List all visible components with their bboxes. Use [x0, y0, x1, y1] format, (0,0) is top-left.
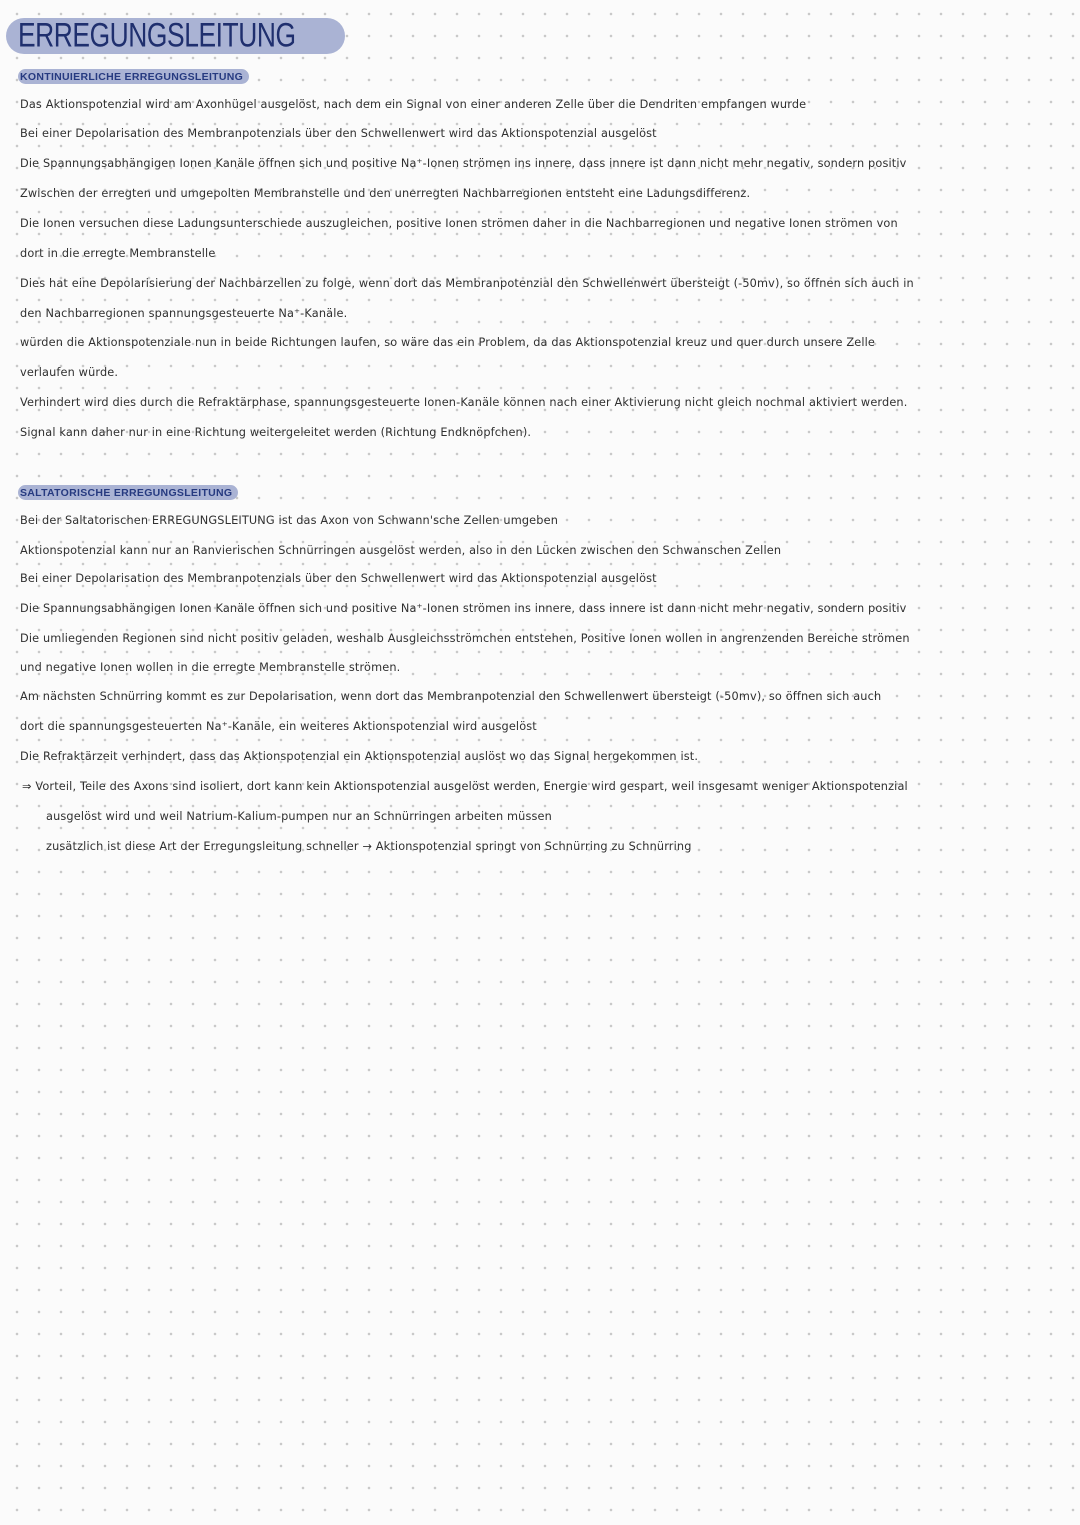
text-line: Die Refraktärzeit verhindert, dass das Aktionspotenzial ein Aktionspotenzial auslöst wo das Signal hergekommen ist.: [20, 750, 699, 763]
section-heading-highlight: [18, 485, 238, 500]
page-title: ERREGUNGSLEITUNG: [18, 16, 296, 55]
text-line: Signal kann daher nur in eine Richtung weitergeleitet werden (Richtung Endknöpfchen).: [20, 426, 532, 439]
section-heading: KONTINUIERLICHE ERREGUNGSLEITUNG: [20, 70, 244, 83]
text-line: verlaufen würde.: [20, 366, 119, 379]
section-heading: SALTATORISCHE ERREGUNGSLEITUNG: [20, 486, 233, 499]
text-line: ausgelöst wird und weil Natrium-Kalium-pumpen nur an Schnürringen arbeiten müssen: [46, 810, 552, 823]
text-line: dort in die erregte Membranstelle: [20, 247, 216, 260]
text-line: zusätzlich ist diese Art der Erregungsleitung schneller → Aktionspotenzial springt von Schnürring zu Schnürring: [46, 840, 692, 853]
text-line: ⇒ Vorteil, Teile des Axons sind isoliert, dort kann kein Aktionspotenzial ausgelöst werden, Energie wird gespart, weil insgesamt weniger Aktionspotenzial: [22, 780, 908, 793]
text-line: würden die Aktionspotenziale nun in beide Richtungen laufen, so wäre das ein Problem, da das Aktionspotenzial kreuz und quer durch unsere Zelle: [20, 336, 876, 349]
text-line: Die Spannungsabhängigen Ionen Kanäle öffnen sich und positive Na⁺-Ionen strömen ins innere, dass innere ist dann nicht mehr negativ, sondern positiv: [20, 602, 907, 615]
text-line: Verhindert wird dies durch die Refraktärphase, spannungsgesteuerte Ionen-Kanäle können nach einer Aktivierung nicht gleich nochmal aktiviert werden.: [20, 396, 908, 409]
text-line: Bei einer Depolarisation des Membranpotenzials über den Schwellenwert wird das Aktionspotenzial ausgelöst: [20, 572, 657, 585]
text-line: Die Ionen versuchen diese Ladungsunterschiede auszugleichen, positive Ionen strömen daher in die Nachbarregionen und negative Ionen strömen von: [20, 217, 898, 230]
text-line: Bei einer Depolarisation des Membranpotenzials über den Schwellenwert wird das Aktionspotenzial ausgelöst: [20, 127, 657, 140]
text-line: Am nächsten Schnürring kommt es zur Depolarisation, wenn dort das Membranpotenzial den Schwellenwert übersteigt (-50mv), so öffnen sich auch: [20, 690, 882, 703]
text-line: den Nachbarregionen spannungsgesteuerte Na⁺-Kanäle.: [20, 307, 348, 320]
text-line: Das Aktionspotenzial wird am Axonhügel ausgelöst, nach dem ein Signal von einer anderen Zelle über die Dendriten empfangen wurde: [20, 98, 807, 111]
text-line: Dies hat eine Depolarisierung der Nachbarzellen zu folge, wenn dort das Membranpotenzial den Schwellenwert übersteigt (-50mv), so öffnen sich auch in: [20, 277, 914, 290]
section-heading-highlight: [18, 69, 249, 84]
page-title-highlight: [6, 18, 345, 54]
text-line: Die Spannungsabhängigen Ionen Kanäle öffnen sich und positive Na⁺-Ionen strömen ins innere, dass innere ist dann nicht mehr negativ, sondern positiv: [20, 157, 907, 170]
text-line: Zwischen der erregten und umgepolten Membranstelle und den unerregten Nachbarregionen entsteht eine Ladungsdifferenz.: [20, 187, 751, 200]
text-line: und negative Ionen wollen in die erregte Membranstelle strömen.: [20, 661, 401, 674]
text-line: Bei der Saltatorischen ERREGUNGSLEITUNG ist das Axon von Schwann'sche Zellen umgeben: [20, 514, 559, 527]
text-line: Die umliegenden Regionen sind nicht positiv geladen, weshalb Ausgleichsströmchen entstehen, Positive Ionen wollen in angrenzenden Bereiche strömen: [20, 632, 910, 645]
text-line: dort die spannungsgesteuerten Na⁺-Kanäle, ein weiteres Aktionspotenzial wird ausgelöst: [20, 720, 537, 733]
text-line: Aktionspotenzial kann nur an Ranvierischen Schnürringen ausgelöst werden, also in den Lücken zwischen den Schwanschen Zellen: [20, 544, 782, 557]
